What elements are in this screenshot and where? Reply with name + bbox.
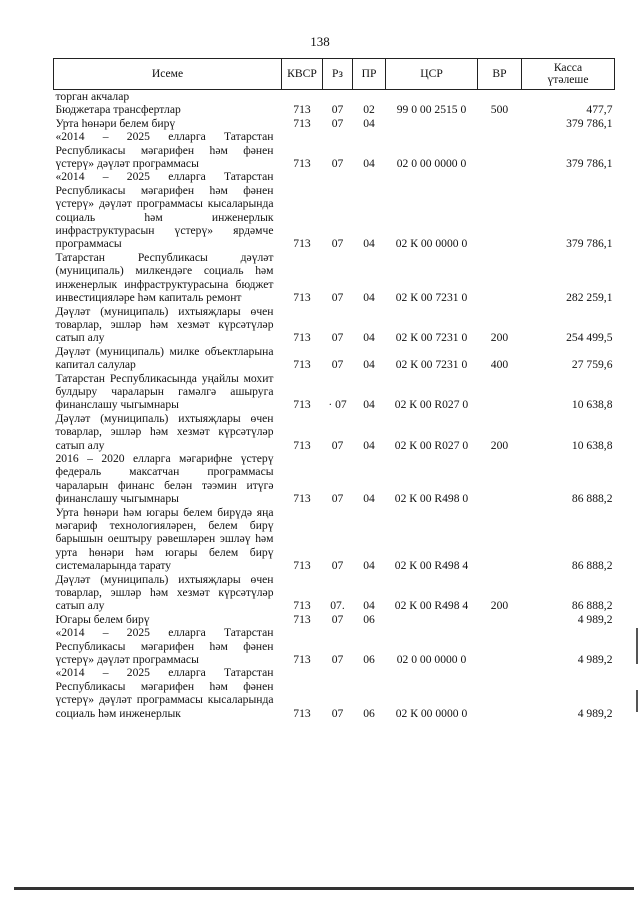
cell-amount: 4 989,2 — [577, 612, 613, 626]
cell-kvsr: 713 — [293, 492, 311, 506]
cell-name: Югары белем бирү — [55, 612, 150, 626]
cell-csr: 02 0 00 0000 0 — [396, 157, 467, 171]
cell-rz: 07 — [331, 103, 344, 117]
cell-kvsr: 713 — [293, 612, 311, 626]
cell-pr: 04 — [363, 157, 375, 171]
cell-name: «2014 – 2025 елларга Татарстан Республикасы мәгарифен һәм фәнен үстерү» дәүләт программасы — [55, 130, 274, 171]
cell-csr: 02 К 00 7231 0 — [395, 291, 468, 305]
cell-amount: 477,7 — [586, 103, 613, 117]
cell-csr — [386, 90, 478, 104]
cell-amount: 86 888,2 — [571, 599, 613, 613]
cell-name: «2014 – 2025 елларга Татарстан Республикасы мәгарифен һәм фәнен үстерү» дәүләт программасы кысаларында социаль һәм инженерлык — [55, 666, 274, 720]
table-header-row — [54, 59, 615, 90]
cell-rz: 07 — [331, 706, 344, 720]
cell-amount: 27 759,6 — [571, 358, 613, 372]
cell-rz: 07 — [331, 291, 344, 305]
table-row — [54, 573, 615, 613]
cell-pr: 04 — [363, 358, 375, 372]
cell-amount: 4 989,2 — [577, 706, 613, 720]
cell-rz: 07 — [331, 116, 344, 130]
header-csr: ЦСР — [386, 59, 478, 90]
cell-rz: 07 — [331, 492, 344, 506]
cell-name: Дәүләт (муниципаль) ихтыяҗлары өчен товарлар, эшләр һәм хезмәт күрсәтүләр сатып алу — [55, 304, 274, 345]
cell-csr — [386, 613, 478, 626]
table-row — [54, 305, 615, 345]
cell-csr: 02 К 00 R027 0 — [394, 438, 469, 452]
cell-csr: 02 К 00 R498 4 — [394, 599, 469, 613]
header-pr: ПР — [353, 59, 386, 90]
cell-vr: 200 — [490, 438, 509, 452]
table-row — [54, 170, 615, 250]
cell-kvsr: 713 — [293, 157, 311, 171]
cell-vr — [478, 251, 522, 305]
table-row — [54, 130, 615, 170]
cell-pr: 04 — [363, 559, 375, 573]
cell-rz: · 07 — [328, 398, 347, 412]
cell-kvsr: 713 — [293, 103, 311, 117]
cell-kvsr: 713 — [293, 438, 311, 452]
cell-kvsr: 713 — [293, 599, 311, 613]
cell-pr: 06 — [363, 653, 375, 667]
cell-rz: 07 — [331, 653, 344, 667]
cell-kvsr: 713 — [293, 559, 311, 573]
cell-name: Урта һөнәри белем бирү — [55, 116, 176, 130]
table-row — [54, 90, 615, 104]
cell-kvsr: 713 — [293, 237, 311, 251]
cell-name: Дәүләт (муниципаль) ихтыяҗлары өчен товарлар, эшләр һәм хезмәт күрсәтүләр сатып алу — [55, 572, 274, 613]
cell-rz: 07. — [330, 599, 345, 613]
scan-edge-mark — [636, 628, 638, 664]
header-kvsr: КВСР — [282, 59, 323, 90]
table-row — [54, 372, 615, 412]
cell-name: Дәүләт (муниципаль) милке объектларына капитал салулар — [55, 344, 274, 372]
table-row — [54, 117, 615, 130]
cell-csr: 02 К 00 0000 0 — [395, 706, 468, 720]
cell-vr: 500 — [490, 103, 509, 117]
cell-vr — [478, 626, 522, 666]
header-rz: Рз — [323, 59, 353, 90]
cell-pr: 06 — [363, 706, 375, 720]
cell-csr: 99 0 00 2515 0 — [396, 103, 467, 117]
cell-vr: 200 — [490, 599, 509, 613]
table-row — [54, 506, 615, 573]
header-vr: ВР — [478, 59, 522, 90]
cell-vr: 400 — [490, 358, 509, 372]
cell-csr: 02 0 00 0000 0 — [396, 653, 467, 667]
cell-amount: 4 989,2 — [577, 653, 613, 667]
table-row — [54, 345, 615, 372]
scan-edge-mark — [636, 690, 638, 712]
cell-kvsr: 713 — [293, 653, 311, 667]
cell-vr — [478, 666, 522, 720]
cell-pr: 06 — [363, 612, 375, 626]
cell-rz: 07 — [331, 559, 344, 573]
cell-amount — [522, 90, 615, 104]
table-row — [54, 251, 615, 305]
cell-amount: 10 638,8 — [571, 438, 613, 452]
cell-vr — [478, 613, 522, 626]
cell-csr: 02 К 00 R498 0 — [394, 492, 469, 506]
table-row — [54, 666, 615, 720]
cell-pr: 02 — [363, 103, 375, 117]
cell-amount: 254 499,5 — [566, 331, 613, 345]
budget-table — [53, 58, 615, 720]
cell-csr: 02 К 00 7231 0 — [395, 358, 468, 372]
cell-vr — [478, 130, 522, 170]
table-row — [54, 452, 615, 506]
cell-name: «2014 – 2025 елларга Татарстан Республикасы мәгарифен һәм фәнен үстерү» дәүләт программасы кысаларында социаль һәм инженерлык инфраструктурасын үстерү» ярдәмче программасы — [55, 170, 274, 251]
cell-csr: 02 К 00 R027 0 — [394, 398, 469, 412]
cell-kvsr: 713 — [293, 331, 311, 345]
cell-rz — [323, 90, 353, 104]
cell-vr — [478, 372, 522, 412]
cell-pr — [353, 90, 386, 104]
cell-pr: 04 — [363, 331, 375, 345]
header-kassa — [522, 59, 615, 90]
cell-amount: 379 786,1 — [566, 157, 613, 171]
header-kassa-line2: үтәлеше — [547, 73, 589, 86]
cell-vr — [478, 506, 522, 573]
table-row — [54, 412, 615, 452]
cell-amount: 379 786,1 — [566, 237, 613, 251]
cell-vr — [478, 90, 522, 104]
header-name: Исеме — [54, 59, 282, 90]
cell-csr: 02 К 00 7231 0 — [395, 331, 468, 345]
cell-kvsr: 713 — [293, 291, 311, 305]
cell-name: Татарстан Республикасында уңайлы мохит булдыру чараларын гамәлгә ашыруга финанслашу чыгымнары — [55, 371, 274, 412]
cell-pr: 04 — [363, 438, 375, 452]
scan-bottom-rule — [14, 887, 634, 890]
cell-rz: 07 — [331, 612, 344, 626]
cell-rz: 07 — [331, 331, 344, 345]
cell-rz: 07 — [331, 438, 344, 452]
cell-csr: 02 К 00 R498 4 — [394, 559, 469, 573]
cell-kvsr: 713 — [293, 116, 311, 130]
cell-pr: 04 — [363, 116, 375, 130]
cell-name: Урта һөнәри һәм югары белем бирүдә яңа мәгариф технологияләрен, белем бирү барышын оештыру рәвешләрен эшләү һәм урта һөнәри һәм югары белем бирү системаларында тарату — [55, 505, 274, 573]
cell-kvsr: 713 — [293, 706, 311, 720]
cell-amount: 282 259,1 — [566, 291, 613, 305]
cell-kvsr: 713 — [293, 398, 311, 412]
cell-csr — [386, 117, 478, 130]
cell-vr — [478, 117, 522, 130]
cell-pr: 04 — [363, 492, 375, 506]
cell-amount: 86 888,2 — [571, 559, 613, 573]
cell-amount: 379 786,1 — [566, 116, 613, 130]
cell-name: торган акчалар — [55, 90, 130, 103]
cell-rz: 07 — [331, 157, 344, 171]
page-number: 138 — [310, 34, 330, 49]
cell-rz: 07 — [331, 237, 344, 251]
cell-vr: 200 — [490, 331, 509, 345]
header-kassa-line1: Касса — [553, 61, 583, 74]
cell-amount: 86 888,2 — [571, 492, 613, 506]
cell-kvsr — [282, 90, 323, 104]
table-row — [54, 103, 615, 116]
cell-name: Татарстан Республикасы дәүләт (муниципаль) милкендәге социаль һәм инженерлык инфраструктурасына бюджет инвестицияләре һәм капиталь ремонт — [55, 250, 274, 305]
cell-name: «2014 – 2025 елларга Татарстан Республикасы мәгарифен һәм фәнен үстерү» дәүләт программасы — [55, 626, 274, 667]
cell-kvsr: 713 — [293, 358, 311, 372]
cell-name: 2016 – 2020 елларга мәгарифне үстерү федераль максатчан программасы чараларын финанс белән тәэмин итүгә финанслашу чыгымнары — [55, 451, 274, 506]
table-row — [54, 626, 615, 666]
cell-amount: 10 638,8 — [571, 398, 613, 412]
cell-name: Дәүләт (муниципаль) ихтыяҗлары өчен товарлар, эшләр һәм хезмәт күрсәтүләр сатып алу — [55, 411, 274, 452]
cell-name: Бюджетара трансфертлар — [55, 103, 181, 117]
table-row — [54, 613, 615, 626]
cell-pr: 04 — [363, 398, 375, 412]
cell-csr: 02 К 00 0000 0 — [395, 237, 468, 251]
cell-pr: 04 — [363, 599, 375, 613]
cell-rz: 07 — [331, 358, 344, 372]
cell-vr — [478, 452, 522, 506]
cell-pr: 04 — [363, 291, 375, 305]
cell-vr — [478, 170, 522, 250]
cell-pr: 04 — [363, 237, 375, 251]
